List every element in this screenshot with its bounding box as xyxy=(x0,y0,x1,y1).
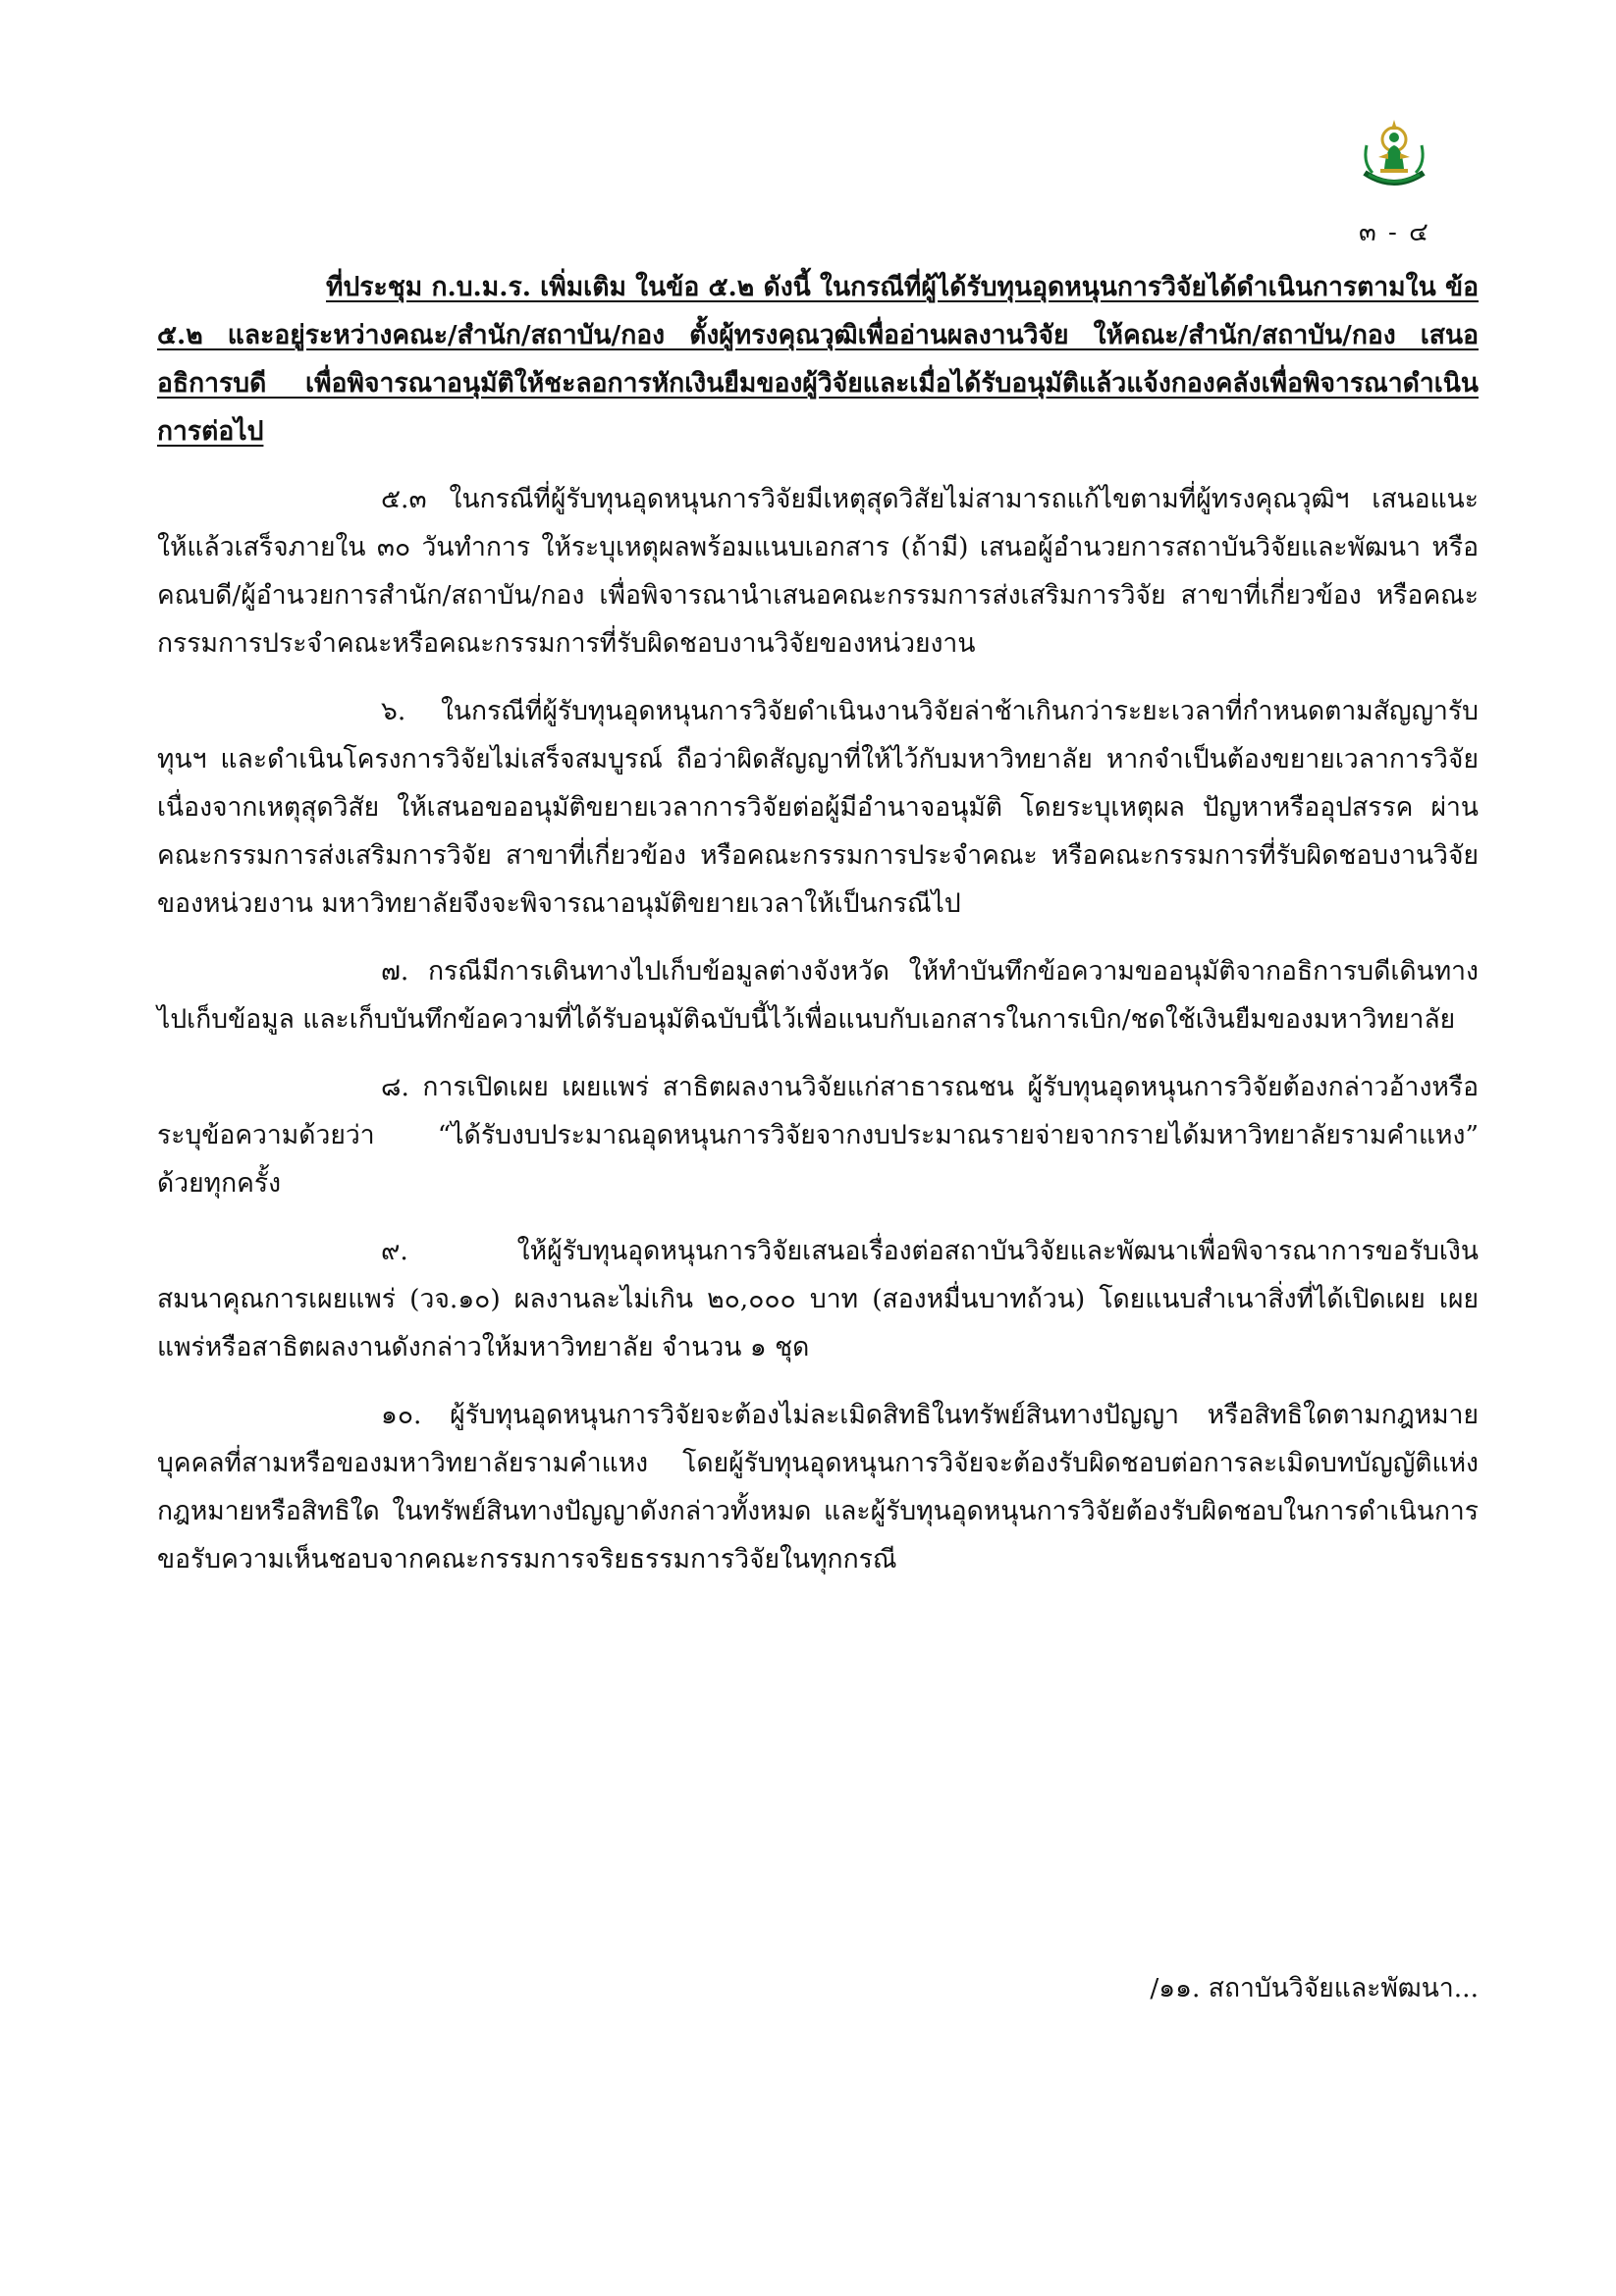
page-number: ๓ - ๔ xyxy=(1359,218,1430,247)
clause-5-3: ๕.๓ ในกรณีที่ผู้รับทุนอุดหนุนการวิจัยมีเหตุสุดวิสัยไม่สามารถแก้ไขตามที่ผู้ทรงคุณวุฒิฯ เสนอแนะให้แล้วเสร็จภายใน ๓๐ วันทำการ ให้ระบุเหตุผลพร้อมแนบเอกสาร (ถ้ามี) เสนอผู้อำนวยการสถาบันวิจัยและพัฒนา หรือคณบดี/ผู้อำนวยการสำนัก/สถาบัน/กอง เพื่อพิจารณานำเสนอคณะกรรมการส่งเสริมการวิจัย สาขาที่เกี่ยวข้อง หรือคณะกรรมการประจำคณะหรือคณะกรรมการที่รับผิดชอบงานวิจัยของหน่วยงาน xyxy=(157,484,1479,659)
clause-7: ๗. กรณีมีการเดินทางไปเก็บข้อมูลต่างจังหวัด ให้ทำบันทึกข้อความขออนุมัติจากอธิการบดีเดินทางไปเก็บข้อมูล และเก็บบันทึกข้อความที่ได้รับอนุมัติฉบับนี้ไว้เพื่อแนบกับเอกสารในการเบิก/ชดใช้เงินยืมของมหาวิทยาลัย xyxy=(157,956,1479,1035)
university-emblem-icon xyxy=(1359,116,1429,190)
clause-9: ๙. ให้ผู้รับทุนอุดหนุนการวิจัยเสนอเรื่องต่อสถาบันวิจัยและพัฒนาเพื่อพิจารณาการขอรับเงินสมนาคุณการเผยแพร่ (วจ.๑๐) ผลงานละไม่เกิน ๒๐,๐๐๐ บาท (สองหมื่นบาทถ้วน) โดยแนบสำเนาสิ่งที่ได้เปิดเผย เผยแพร่หรือสาธิตผลงานดังกล่าวให้มหาวิทยาลัย จำนวน ๑ ชุด xyxy=(157,1236,1479,1362)
clause-6: ๖. ในกรณีที่ผู้รับทุนอุดหนุนการวิจัยดำเนินงานวิจัยล่าช้าเกินกว่าระยะเวลาที่กำหนดตามสัญญารับทุนฯ และดำเนินโครงการวิจัยไม่เสร็จสมบูรณ์ ถือว่าผิดสัญญาที่ให้ไว้กับมหาวิทยาลัย หากจำเป็นต้องขยายเวลาการวิจัยเนื่องจากเหตุสุดวิสัย ให้เสนอขออนุมัติขยายเวลาการวิจัยต่อผู้มีอำนาจอนุมัติ โดยระบุเหตุผล ปัญหาหรืออุปสรรค ผ่านคณะกรรมการส่งเสริมการวิจัย สาขาที่เกี่ยวข้อง หรือคณะกรรมการประจำคณะ หรือคณะกรรมการที่รับผิดชอบงานวิจัยของหน่วยงาน มหาวิทยาลัยจึงจะพิจารณาอนุมัติขยายเวลาให้เป็นกรณีไป xyxy=(157,696,1479,919)
amendment-paragraph: ที่ประชุม ก.บ.ม.ร. เพิ่มเติม ในข้อ ๕.๒ ดังนี้ ในกรณีที่ผู้ได้รับทุนอุดหนุนการวิจัยได้ดำเนินการตามใน ข้อ ๕.๒ และอยู่ระหว่างคณะ/สำนัก/สถาบัน/กอง ตั้งผู้ทรงคุณวุฒิเพื่ออ่านผลงานวิจัย ให้คณะ/สำนัก/สถาบัน/กอง เสนออธิการบดี เพื่อพิจารณาอนุมัติให้ชะลอการหักเงินยืมของผู้วิจัยและเมื่อได้รับอนุมัติแล้วแจ้งกองคลังเพื่อพิจารณาดำเนินการต่อไป xyxy=(157,272,1479,447)
clause-8: ๘. การเปิดเผย เผยแพร่ สาธิตผลงานวิจัยแก่สาธารณชน ผู้รับทุนอุดหนุนการวิจัยต้องกล่าวอ้างหรือระบุข้อความด้วยว่า “ได้รับงบประมาณอุดหนุนการวิจัยจากงบประมาณรายจ่ายจากรายได้มหาวิทยาลัยรามคำแหง” ด้วยทุกครั้ง xyxy=(157,1072,1479,1199)
clause-10: ๑๐. ผู้รับทุนอุดหนุนการวิจัยจะต้องไม่ละเมิดสิทธิในทรัพย์สินทางปัญญา หรือสิทธิใดตามกฎหมายบุคคลที่สามหรือของมหาวิทยาลัยรามคำแหง โดยผู้รับทุนอุดหนุนการวิจัยจะต้องรับผิดชอบต่อการละเมิดบทบัญญัติแห่งกฎหมายหรือสิทธิใด ในทรัพย์สินทางปัญญาดังกล่าวทั้งหมด และผู้รับทุนอุดหนุนการวิจัยต้องรับผิดชอบในการดำเนินการขอรับความเห็นชอบจากคณะกรรมการจริยธรรมการวิจัยในทุกกรณี xyxy=(157,1400,1479,1575)
continuation-note: /๑๑. สถาบันวิจัยและพัฒนา... xyxy=(1150,1973,1479,2003)
document-body xyxy=(157,263,1479,1583)
